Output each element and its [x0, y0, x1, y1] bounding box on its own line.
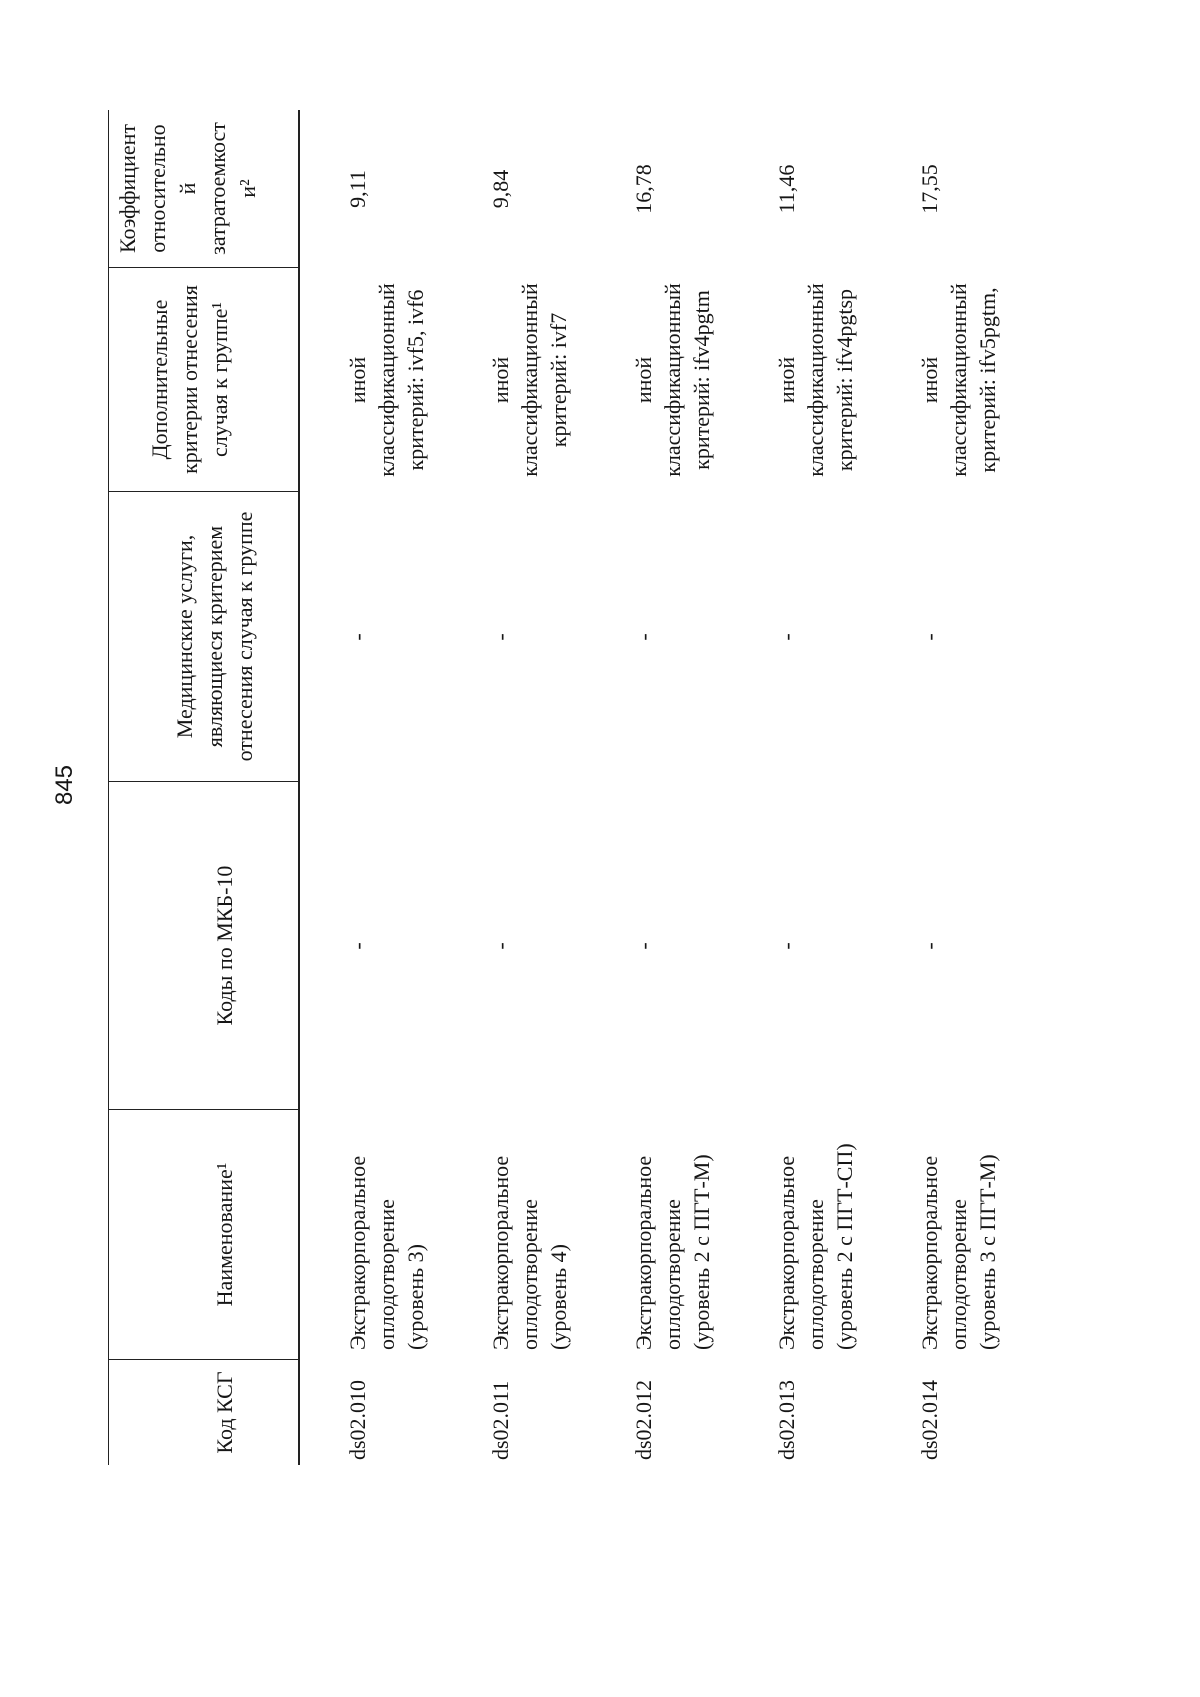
ksg-name-line: оплодотворение	[374, 1199, 399, 1350]
header-criteria-line: критерии отнесения	[177, 285, 202, 474]
criteria-line: иной	[774, 356, 799, 404]
ksg-name-line: оплодотворение	[517, 1199, 542, 1350]
header-criteria	[109, 268, 298, 492]
coefficient-cell: 11,46	[774, 164, 799, 214]
criteria-line: классификационный	[374, 283, 399, 477]
coefficient-cell: 17,55	[917, 164, 942, 214]
criteria-line: иной	[345, 356, 370, 404]
ksg-table	[108, 110, 1015, 1465]
header-services-line: являющиеся критерием	[202, 525, 227, 748]
additional-criteria-cell	[586, 268, 729, 492]
table-header	[108, 110, 300, 1465]
table-row	[872, 110, 1015, 1465]
header-coefficient	[109, 110, 298, 268]
ksg-name-line: (уровень 4)	[546, 1244, 571, 1350]
coefficient-cell: 9,11	[345, 170, 370, 208]
header-coefficient-line: относительно	[145, 124, 170, 253]
ksg-name-line: Экстракорпоральное	[631, 1155, 656, 1350]
ksg-name-line: Экстракорпоральное	[774, 1155, 799, 1350]
medical-services-cell: -	[774, 633, 799, 641]
header-mkb	[109, 782, 298, 1110]
header-coefficient-line: и²	[235, 179, 260, 198]
criteria-line: классификационный	[946, 283, 971, 477]
ksg-name-line: оплодотворение	[660, 1199, 685, 1350]
criteria-line: классификационный	[803, 283, 828, 477]
ksg-name-line: Экстракорпоральное	[345, 1155, 370, 1350]
header-code-label: Код КСГ	[212, 1371, 237, 1454]
criteria-line: критерий: ifv4pgtm	[689, 290, 714, 470]
ksg-name-line: (уровень 3)	[403, 1244, 428, 1350]
page-number: 845	[51, 764, 78, 806]
criteria-line: критерий: ivf5, ivf6	[403, 289, 428, 471]
ksg-name-cell	[872, 1110, 1015, 1360]
criteria-line: классификационный	[517, 283, 542, 477]
ksg-name-cell	[300, 1110, 443, 1360]
ksg-name-line: (уровень 2 с ПГТ-М)	[689, 1154, 714, 1350]
coefficient-cell: 9,84	[488, 169, 513, 209]
header-name	[109, 1110, 298, 1360]
criteria-line: классификационный	[660, 283, 685, 477]
ksg-name-cell	[729, 1110, 872, 1360]
header-coefficient-line: Коэффициент	[115, 124, 140, 254]
medical-services-cell: -	[345, 633, 370, 641]
coefficient-cell: 16,78	[631, 164, 656, 214]
header-criteria-line: случая к группе¹	[207, 301, 232, 458]
mkb-codes-cell: -	[488, 942, 513, 950]
ksg-code-cell: ds02.012	[631, 1379, 656, 1460]
header-services-line: отнесения случая к группе	[232, 511, 257, 762]
header-services-line: Медицинские услуги,	[172, 534, 197, 739]
medical-services-cell: -	[488, 633, 513, 641]
ksg-name-line: (уровень 2 с ПГТ-СП)	[832, 1143, 857, 1350]
ksg-name-line: Экстракорпоральное	[488, 1155, 513, 1350]
criteria-line: иной	[917, 356, 942, 404]
table-row	[586, 110, 729, 1465]
mkb-codes-cell: -	[774, 942, 799, 950]
ksg-code-cell: ds02.010	[345, 1379, 370, 1460]
criteria-line: критерий: ifv5pgtm,	[975, 287, 1000, 473]
mkb-codes-cell: -	[917, 942, 942, 950]
criteria-line: критерий: ivf7	[546, 312, 571, 448]
ksg-name-line: оплодотворение	[803, 1199, 828, 1350]
ksg-name-line: (уровень 3 с ПГТ-М)	[975, 1154, 1000, 1350]
header-coefficient-line: й	[175, 182, 200, 195]
header-coefficient-line: затратоемкост	[205, 122, 230, 255]
header-criteria-line: Дополнительные	[147, 299, 172, 460]
medical-services-cell: -	[631, 633, 656, 641]
header-mkb-label: Коды по МКБ-10	[212, 865, 237, 1026]
ksg-name-cell	[586, 1110, 729, 1360]
ksg-name-line: оплодотворение	[946, 1199, 971, 1350]
additional-criteria-cell	[443, 268, 586, 492]
criteria-line: иной	[631, 356, 656, 404]
mkb-codes-cell: -	[345, 942, 370, 950]
ksg-name-cell	[443, 1110, 586, 1360]
criteria-line: иной	[488, 356, 513, 404]
table-row	[729, 110, 872, 1465]
additional-criteria-cell	[872, 268, 1015, 492]
additional-criteria-cell	[729, 268, 872, 492]
ksg-code-cell: ds02.014	[917, 1379, 942, 1460]
header-services	[109, 492, 298, 782]
criteria-line: критерий: ifv4pgtsp	[832, 288, 857, 472]
header-code	[109, 1360, 298, 1465]
ksg-code-cell: ds02.013	[774, 1379, 799, 1460]
ksg-code-cell: ds02.011	[488, 1380, 513, 1460]
medical-services-cell: -	[917, 633, 942, 641]
table-row	[300, 110, 443, 1465]
ksg-name-line: Экстракорпоральное	[917, 1155, 942, 1350]
additional-criteria-cell	[300, 268, 443, 492]
mkb-codes-cell: -	[631, 942, 656, 950]
header-name-label: Наименование¹	[212, 1162, 237, 1307]
table-row	[443, 110, 586, 1465]
